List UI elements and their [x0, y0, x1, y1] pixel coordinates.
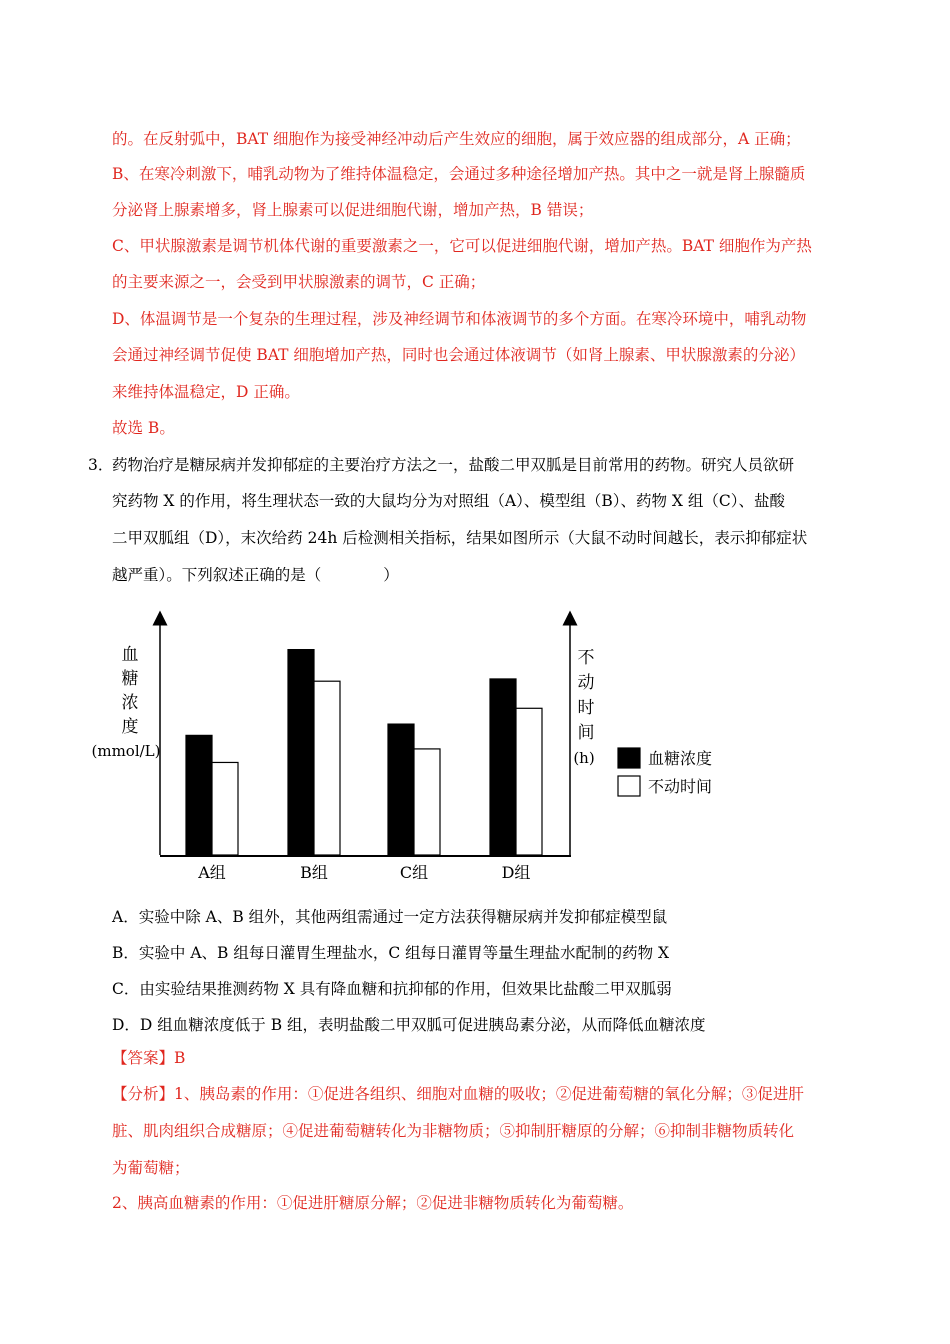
y-axis-left-label: (mmol/L)	[91, 742, 161, 760]
bar-immobility-1	[314, 681, 340, 855]
question-number: 3．	[88, 456, 114, 474]
analysis-line: B、在寒冷刺激下，哺乳动物为了维持体温稳定，会通过多种途径增加产热。其中之一就是肾上腺髓质	[112, 165, 806, 183]
question-stem-line: 越严重）。下列叙述正确的是（ ）	[112, 566, 399, 584]
option-b[interactable]: B．实验中 A、B 组每日灌胃生理盐水，C 组每日灌胃等量生理盐水配制的药物 X	[112, 944, 670, 962]
option-c[interactable]: C．由实验结果推测药物 X 具有降血糖和抗抑郁的作用，但效果比盐酸二甲双胍弱	[112, 980, 672, 998]
analysis-line: 脏、肌肉组织合成糖原；④促进葡萄糖转化为非糖物质；⑤抑制肝糖原的分解；⑥抑制非糖物质转化	[112, 1122, 795, 1140]
x-tick-label: B组	[300, 863, 328, 882]
option-d[interactable]: D．D 组血糖浓度低于 B 组，表明盐酸二甲双胍可促进胰岛素分泌，从而降低血糖浓度	[112, 1016, 706, 1034]
bar-glucose-1	[288, 650, 314, 855]
x-tick-label: D组	[501, 863, 531, 882]
analysis-line: 故选 B。	[112, 419, 175, 437]
analysis-line: 1、胰岛素的作用：①促进各组织、细胞对血糖的吸收；②促进葡萄糖的氧化分解；③促进肝	[174, 1085, 804, 1103]
y-axis-left-label: 糖	[121, 669, 139, 689]
y-axis-right-label: 动	[577, 673, 595, 693]
analysis-line: C、甲状腺激素是调节机体代谢的重要激素之一，它可以促进细胞代谢，增加产热。BAT 细胞作为产热	[112, 237, 812, 255]
bar-immobility-3	[516, 708, 542, 855]
bar-glucose-3	[490, 679, 516, 855]
analysis-label: 【分析】	[112, 1085, 175, 1103]
legend-label: 不动时间	[648, 777, 713, 796]
x-tick-label: C组	[399, 863, 429, 882]
analysis-line: D、体温调节是一个复杂的生理过程，涉及神经调节和体液调节的多个方面。在寒冷环境中，哺乳动物	[112, 310, 807, 328]
bar-immobility-2	[414, 749, 440, 855]
analysis-line: 2、胰高血糖素的作用：①促进肝糖原分解；②促进非糖物质转化为葡萄糖。	[112, 1194, 634, 1212]
analysis-line: 分泌肾上腺素增多，肾上腺素可以促进细胞代谢，增加产热，B 错误；	[112, 201, 594, 219]
answer-label: 【答案】B	[112, 1049, 186, 1067]
bar-glucose-0	[186, 735, 212, 855]
analysis-block	[112, 1083, 804, 1105]
y-axis-left-label: 度	[121, 717, 139, 737]
analysis-line: 会通过神经调节促使 BAT 细胞增加产热，同时也会通过体液调节（如肾上腺素、甲状腺激素的分泌）	[112, 346, 805, 364]
analysis-line: 的主要来源之一，会受到甲状腺激素的调节，C 正确；	[112, 273, 486, 291]
y-axis-left-label: 浓	[121, 693, 139, 713]
legend-swatch	[618, 748, 640, 768]
y-axis-right-label: 不	[577, 648, 595, 668]
question-stem-line: 二甲双胍组（D），末次给药 24h 后检测相关指标，结果如图所示（大鼠不动时间越长，表示抑郁症状	[112, 529, 808, 547]
analysis-line: 的。在反射弧中，BAT 细胞作为接受神经冲动后产生效应的细胞，属于效应器的组成部分，A 正确；	[112, 130, 801, 148]
option-a[interactable]: A．实验中除 A、B 组外，其他两组需通过一定方法获得糖尿病并发抑郁症模型鼠	[112, 908, 668, 926]
question-stem-line: 究药物 X 的作用，将生理状态一致的大鼠均分为对照组（A）、模型组（B）、药物 X 组（C）、盐酸	[112, 492, 785, 510]
question-stem-line: 药物治疗是糖尿病并发抑郁症的主要治疗方法之一，盐酸二甲双胍是目前常用的药物。研究人员欲研	[112, 456, 795, 474]
y-axis-right-label: 间	[577, 723, 595, 743]
y-axis-right-label: (h)	[573, 749, 595, 767]
bar-immobility-0	[212, 762, 238, 855]
legend-swatch	[618, 776, 640, 796]
bar-chart	[60, 600, 780, 900]
analysis-line: 为葡萄糖；	[112, 1159, 190, 1177]
analysis-line: 来维持体温稳定，D 正确。	[112, 383, 300, 401]
bar-glucose-2	[388, 724, 414, 855]
y-axis-right-label: 时	[577, 698, 595, 718]
legend-label: 血糖浓度	[648, 749, 713, 768]
y-axis-left-label: 血	[121, 645, 139, 665]
x-tick-label: A组	[198, 863, 226, 882]
